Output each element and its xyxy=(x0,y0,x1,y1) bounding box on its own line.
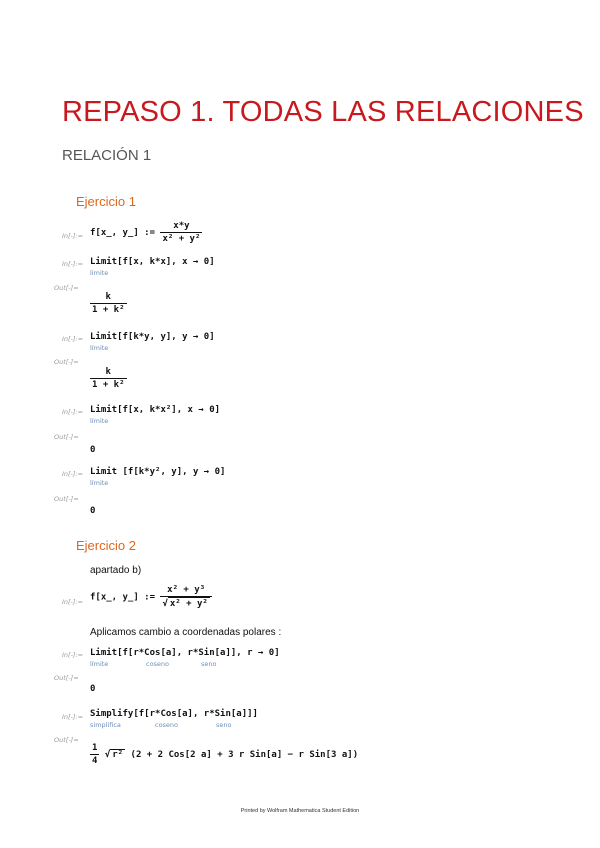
fraction xyxy=(90,742,99,767)
fraction-denominator: 4 xyxy=(92,756,98,766)
output-cell: $\frac{1}{4}$ √ r² (2 + 2 Cos[2 a] + 3 r Sin[a] − r Sin[3 a]) xyxy=(92,743,359,766)
input-label: In[-]:= xyxy=(62,598,84,606)
fraction-numerator: 1 xyxy=(92,743,98,753)
fraction xyxy=(90,366,127,391)
fraction xyxy=(160,220,202,245)
output-label: Out[-]= xyxy=(54,495,79,503)
output-label: Out[-]= xyxy=(54,358,79,366)
section-ejercicio-2: Ejercicio 2 xyxy=(76,538,136,553)
section-ejercicio-1: Ejercicio 1 xyxy=(76,194,136,209)
fraction-numerator: x*y xyxy=(160,220,202,233)
page-title: REPASO 1. TODAS LAS RELACIONES xyxy=(62,96,584,128)
input-label: In[-]:= xyxy=(62,651,84,659)
input-cell[interactable]: Limit[f[x, k*x], x → 0] xyxy=(90,257,215,267)
expression-rest: (2 + 2 Cos[2 a] + 3 r Sin[a] − r Sin[3 a]) xyxy=(130,750,359,760)
fraction-numerator: k xyxy=(90,366,127,379)
fraction xyxy=(90,291,127,316)
input-label: In[-]:= xyxy=(62,232,84,240)
output-cell xyxy=(90,366,127,391)
output-label: Out[-]= xyxy=(54,674,79,682)
input-cell[interactable] xyxy=(90,584,212,610)
page-subtitle: RELACIÓN 1 xyxy=(62,147,152,164)
autocomplete-hint: simplifica xyxy=(90,721,121,729)
autocomplete-hint: límite xyxy=(90,417,109,425)
autocomplete-hint: seno xyxy=(201,660,217,668)
output-cell: 0 xyxy=(90,506,96,516)
sqrt-radicand: x² + y² xyxy=(169,599,208,609)
autocomplete-hint: límite xyxy=(90,479,109,487)
fraction-numerator: k xyxy=(90,291,127,304)
input-cell[interactable]: Limit[f[k*y, y], y → 0] xyxy=(90,332,215,342)
autocomplete-hint: límite xyxy=(90,344,109,352)
input-cell[interactable] xyxy=(90,220,202,245)
autocomplete-hint: límite xyxy=(90,660,109,668)
input-cell[interactable]: Limit[f[r*Cos[a], r*Sin[a]], r → 0] xyxy=(90,648,280,658)
fraction-denominator: √ x² + y² xyxy=(162,599,208,609)
text-cell: Aplicamos cambio a coordenadas polares : xyxy=(90,627,282,638)
fraction-denominator: 1 + k² xyxy=(92,305,125,315)
input-cell[interactable]: Simplify[f[r*Cos[a], r*Sin[a]]] xyxy=(90,709,258,719)
output-label: Out[-]= xyxy=(54,736,79,744)
output-cell: 0 xyxy=(90,445,96,455)
input-label: In[-]:= xyxy=(62,713,84,721)
autocomplete-hint: seno xyxy=(216,721,232,729)
output-cell xyxy=(90,291,127,316)
input-label: In[-]:= xyxy=(62,470,84,478)
autocomplete-hint: coseno xyxy=(155,721,179,729)
input-cell[interactable]: Limit[f[x, k*x²], x → 0] xyxy=(90,405,221,415)
text-cell: apartado b) xyxy=(90,565,142,576)
code-lhs: f[x_, y_] := xyxy=(90,228,156,238)
autocomplete-hint: coseno xyxy=(146,660,170,668)
output-label: Out[-]= xyxy=(54,433,79,441)
fraction-denominator: 1 + k² xyxy=(92,380,125,390)
fraction-denominator: x² + y² xyxy=(162,234,201,244)
output-label: Out[-]= xyxy=(54,284,79,292)
input-cell[interactable]: Limit [f[k*y², y], y → 0] xyxy=(90,467,226,477)
footer-note: Printed by Wolfram Mathematica Student Edition xyxy=(240,808,360,814)
input-label: In[-]:= xyxy=(62,260,84,268)
fraction xyxy=(160,584,211,610)
input-label: In[-]:= xyxy=(62,335,84,343)
sqrt-radicand: r² xyxy=(112,750,124,760)
code-lhs: f[x_, y_] := xyxy=(90,592,156,603)
fraction-numerator: x² + y³ xyxy=(160,584,211,597)
autocomplete-hint: límite xyxy=(90,269,109,277)
input-label: In[-]:= xyxy=(62,408,84,416)
output-cell: 0 xyxy=(90,684,96,694)
